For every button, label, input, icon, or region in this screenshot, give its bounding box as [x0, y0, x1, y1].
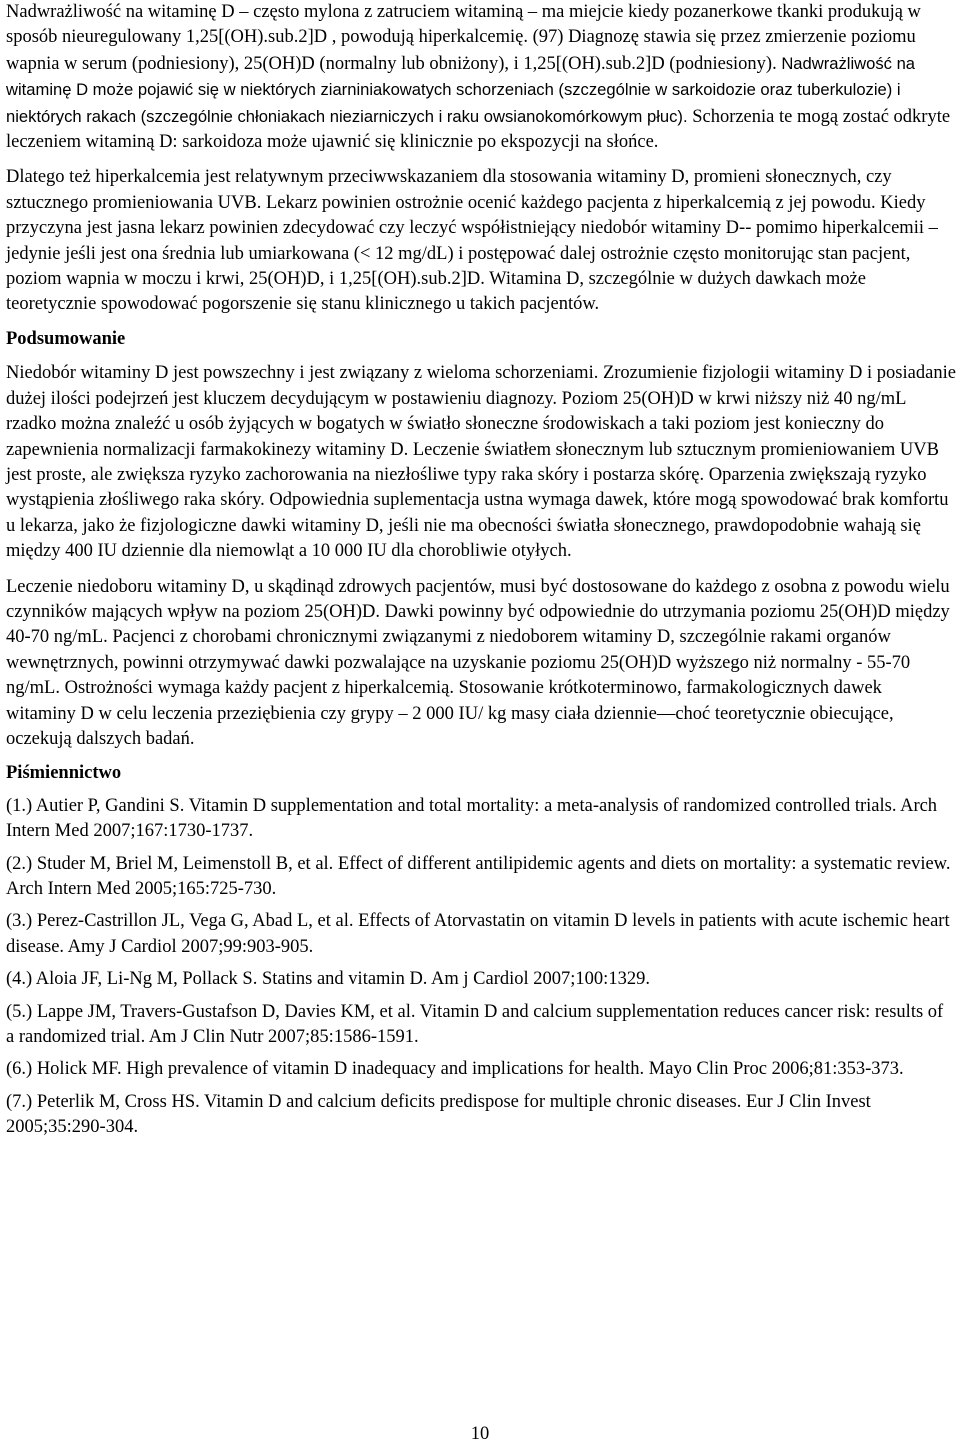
paragraph-treatment: Leczenie niedoboru witaminy D, u skądinąd zdrowych pacjentów, musi być dostosowane do każdego z osobna z powodu wielu czynników mających wpływ na poziom 25(OH)D. Dawki powinny być odpowiednie do utrzymania poziomu 25(OH)D między 40-70 ng/mL. Pacjenci z chorobami chronicznymi związanymi z niedoborem witaminy D, szczególnie rakami organów wewnętrznych, powinni otrzymywać dawki pozwalające na uzyskanie poziomu 25(OH)D wyższego niż normalny - 55-70 ng/mL. Ostrożności wymaga każdy pacjent z hiperkalcemią. Stosowanie krótkoterminowo, farmakologicznych dawek witaminy D w celu leczenia przeziębienia czy grypy – 2 000 IU/ kg masy ciała dziennie—choć teoretycznie obiecujące, oczekują dalszych badań.: [6, 576, 950, 749]
paragraph-summary: Niedobór witaminy D jest powszechny i jest związany z wieloma schorzeniami. Zrozumienie fizjologii witaminy D i posiadanie dużej ilości podejrzeń jest kluczem decydującym w postawieniu diagnozy. Poziom 25(OH)D w krwi niższy niż 40 ng/mL rzadko można znaleźć u osób żyjących w bogatych w światło słoneczne środowiskach a taki poziom jest konieczny do zapewnienia normalizacji farmakokinezy witaminy D. Leczenie światłem słonecznym lub sztucznym promieniowaniem UVB jest proste, ale zwiększa ryzyko zachorowania na niezłośliwe typy raka skóry i postarza skórę. Oparzenia zwiększają ryzyko wystąpienia złośliwego raka skóry. Odpowiednia suplementacja ustna wymaga dawek, które mogą spowodować brak komfortu u lekarza, jako że fizjologiczne dawki witaminy D, jeśli nie ma obecności światła słonecznego, prawdopodobnie wahają się między 400 IU dziennie dla niemowląt a 10 000 IU dla chorobliwie otyłych.: [6, 363, 956, 562]
page-number: 10: [470, 1424, 490, 1444]
heading-summary: Podsumowanie: [6, 328, 126, 349]
references-list: [6, 794, 956, 1141]
reference-item: (1.) Autier P, Gandini S. Vitamin D supplementation and total mortality: a meta-analysis of randomized controlled trials. Arch Intern Med 2007;167:1730-1737.: [6, 795, 938, 842]
reference-item: (6.) Holick MF. High prevalence of vitamin D inadequacy and implications for health. Mayo Clin Proc 2006;81:353-373.: [6, 1059, 904, 1080]
reference-item: (3.) Perez-Castrillon JL, Vega G, Abad L, et al. Effects of Atorvastatin on vitamin D levels in patients with acute ischemic heart disease. Amy J Cardiol 2007;99:903-905.: [6, 911, 950, 957]
reference-item: (4.) Aloia JF, Li-Ng M, Pollack S. Statins and vitamin D. Am j Cardiol 2007;100:1329.: [6, 969, 650, 990]
paragraph-hypercalcemia: Dlatego też hiperkalcemia jest relatywnym przeciwwskazaniem dla stosowania witaminy D, promieni słonecznych, czy sztucznego promieniowania UVB. Lekarz powinien ostrożnie ocenić każdego pacjenta z hiperkalcemią z jej powodu. Kiedy przyczyna jest jasna lekarz powinien zdecydować czy leczyć współistniejący niedobór witaminy D-- pomimo hiperkalcemii – jedynie jeśli jest ona średnia lub umiarkowana (< 12 mg/dL) i postępować dalej ostrożnie często monitorując stan pacjent, poziom wapnia w moczu i krwi, 25(OH)D, i 1,25[(OH).sub.2]D. Witamina D, szczególnie w dużych dawkach może teoretycznie spowodować pogorszenie się stanu klinicznego u takich pacjentów.: [6, 167, 938, 315]
reference-item: (7.) Peterlik M, Cross HS. Vitamin D and calcium deficits predispose for multiple chronic diseases. Eur J Clin Invest 2005;35:290-304.: [6, 1091, 871, 1138]
paragraph-hypersensitivity: [6, 0, 956, 155]
reference-item: (2.) Studer M, Briel M, Leimenstoll B, et al. Effect of different antilipidemic agents and diets on mortality: a systematic review. Arch Intern Med 2005;165:725-730.: [6, 853, 951, 899]
paragraph-hypersensitivity-sans: Nadwrażliwość na witaminę D może pojawić się w niektórych ziarniniakowatych schorzeniach (szczególnie w sarkoidozie oraz tuberkulozie) i niektórych rakach (szczególnie chłoniakach nieziarniczych i raku owsianokomórkowym płuc).: [6, 53, 916, 126]
paragraph-hypersensitivity-end: Schorzenia te mogą zostać odkryte leczeniem witaminą D: sarkoidoza może ujawnić się klinicznie po ekspozycji na słońce.: [6, 106, 951, 153]
document-page: [6, 0, 956, 1141]
reference-item: (5.) Lappe JM, Travers-Gustafson D, Davies KM, et al. Vitamin D and calcium supplementation reduces cancer risk: results of a randomized trial. Am J Clin Nutr 2007;85:1586-1591.: [6, 1001, 944, 1048]
paragraph-hypersensitivity-serif: Nadwrażliwość na witaminę D – często mylona z zatruciem witaminą – ma miejcie kiedy pozanerkowe tkanki produkują w sposób nieuregulowany 1,25[(OH).sub.2]D , powodują hiperkalcemię. (97) Diagnozę stawia się przez zmierzenie poziomu wapnia w serum (podniesiony), 25(OH)D (normalny lub obniżony), i 1,25[(OH).sub.2]D (podniesiony).: [6, 2, 921, 74]
heading-references: Piśmiennictwo: [6, 763, 122, 784]
